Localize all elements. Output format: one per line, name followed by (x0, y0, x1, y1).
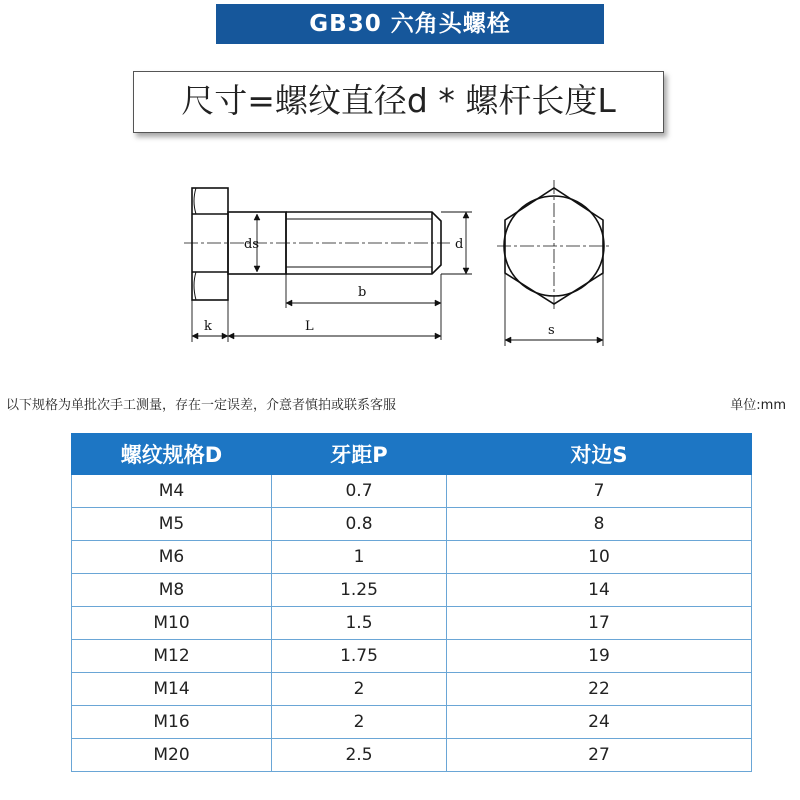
cell-across-flats: 14 (447, 574, 752, 607)
table-row (72, 607, 752, 640)
cell-across-flats: 8 (447, 508, 752, 541)
table-header-row (72, 434, 752, 475)
label-s: s (548, 323, 555, 338)
cell-pitch: 2 (272, 706, 447, 739)
cell-pitch: 0.7 (272, 475, 447, 508)
label-d: d (455, 237, 464, 252)
bolt-head-side (192, 188, 228, 300)
cell-across-flats: 10 (447, 541, 752, 574)
cell-thread: M14 (72, 673, 272, 706)
label-ds: ds (244, 237, 259, 252)
cell-pitch: 1.5 (272, 607, 447, 640)
header-pitch: 牙距P (272, 434, 447, 475)
table-row (72, 574, 752, 607)
table-row (72, 541, 752, 574)
cell-thread: M20 (72, 739, 272, 772)
table-row (72, 739, 752, 772)
cell-thread: M6 (72, 541, 272, 574)
size-formula: 尺寸=螺纹直径d * 螺杆长度L (133, 71, 664, 133)
cell-across-flats: 19 (447, 640, 752, 673)
cell-thread: M4 (72, 475, 272, 508)
cell-pitch: 1.25 (272, 574, 447, 607)
cell-pitch: 1 (272, 541, 447, 574)
table-row (72, 640, 752, 673)
cell-across-flats: 22 (447, 673, 752, 706)
table-row (72, 508, 752, 541)
cell-pitch: 2.5 (272, 739, 447, 772)
table-row (72, 706, 752, 739)
cell-across-flats: 17 (447, 607, 752, 640)
header-thread-spec: 螺纹规格D (72, 434, 272, 475)
label-L: L (305, 319, 314, 334)
cell-thread: M12 (72, 640, 272, 673)
cell-across-flats: 7 (447, 475, 752, 508)
table-row (72, 475, 752, 508)
cell-across-flats: 24 (447, 706, 752, 739)
table-row (72, 673, 752, 706)
label-k: k (204, 319, 212, 334)
cell-pitch: 2 (272, 673, 447, 706)
cell-thread: M10 (72, 607, 272, 640)
cell-pitch: 0.8 (272, 508, 447, 541)
cell-thread: M8 (72, 574, 272, 607)
unit-label: 单位:mm (730, 398, 786, 413)
cell-thread: M5 (72, 508, 272, 541)
cell-thread: M16 (72, 706, 272, 739)
header-across-flats: 对边S (447, 434, 752, 475)
label-b: b (358, 285, 367, 300)
page-title: GB30 六角头螺栓 (216, 4, 604, 44)
spec-table (71, 433, 752, 772)
measurement-note: 以下规格为单批次手工测量，存在一定误差，介意者慎拍或联系客服 (6, 398, 397, 413)
cell-across-flats: 27 (447, 739, 752, 772)
cell-pitch: 1.75 (272, 640, 447, 673)
